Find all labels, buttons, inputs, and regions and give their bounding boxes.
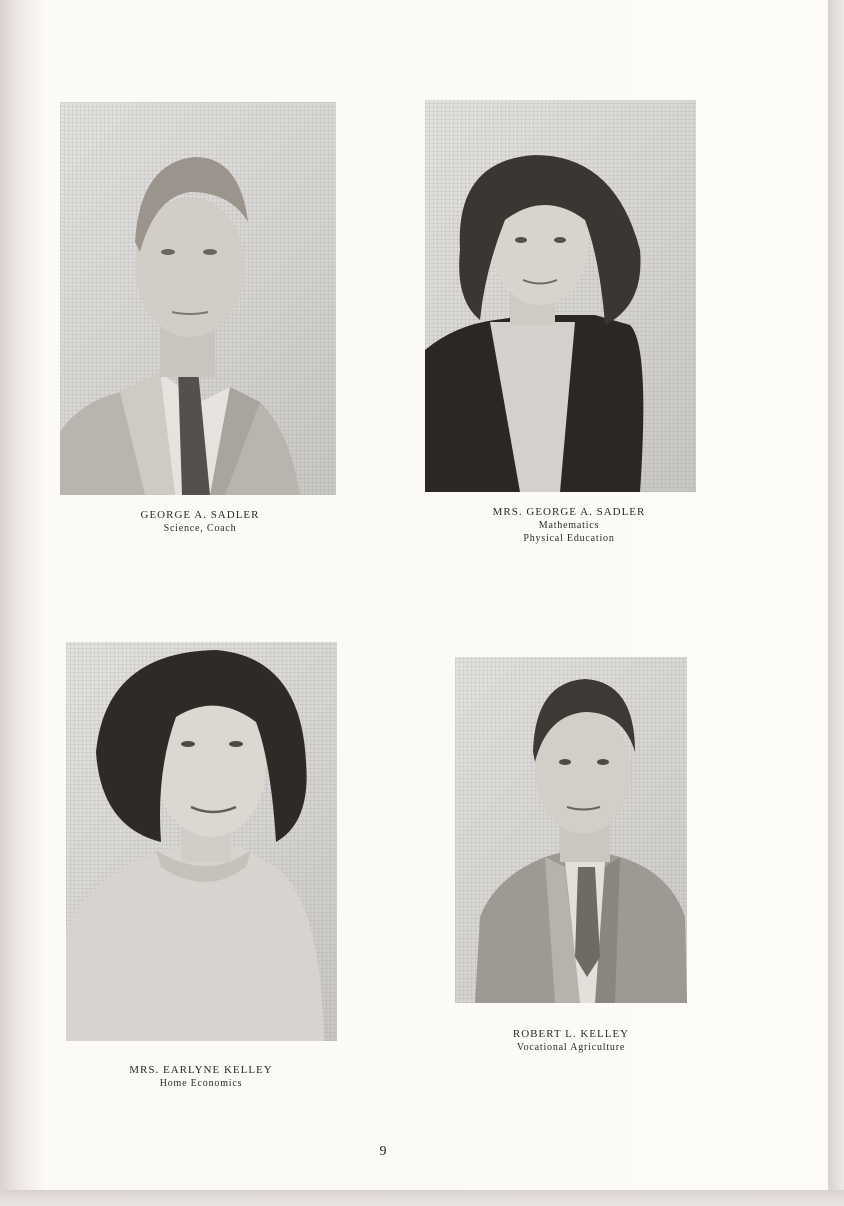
page-edge-bottom [0, 1190, 844, 1206]
person-role: Physical Education [523, 533, 615, 544]
portrait-woman-icon [425, 100, 696, 492]
person-role: Home Economics [159, 1078, 243, 1089]
page-edge-right [828, 0, 844, 1206]
portrait-photo-mrs-earlyne-kelley [66, 642, 337, 1041]
person-role: Vocational Agriculture [516, 1042, 626, 1053]
portrait-photo-mrs-george-sadler [425, 100, 696, 492]
person-name: MRS. EARLYNE KELLEY [129, 1064, 273, 1076]
page-number: 9 [379, 1144, 387, 1159]
portrait-photo-george-sadler [60, 102, 336, 495]
caption-mrs-earlyne-kelley [96, 1064, 306, 1090]
portrait-man-icon [455, 657, 687, 1003]
portrait-photo-robert-kelley [455, 657, 687, 1003]
person-name: MRS. GEORGE A. SADLER [492, 506, 646, 518]
person-name: GEORGE A. SADLER [140, 509, 260, 521]
person-role: Science, Coach [163, 523, 237, 534]
portrait-man-icon [60, 102, 336, 495]
person-name: ROBERT L. KELLEY [512, 1028, 630, 1040]
portrait-woman-icon [66, 642, 337, 1041]
person-role: Mathematics [538, 520, 600, 531]
caption-mrs-george-sadler [459, 506, 679, 545]
caption-robert-kelley [466, 1028, 676, 1054]
caption-george-sadler [100, 509, 300, 535]
